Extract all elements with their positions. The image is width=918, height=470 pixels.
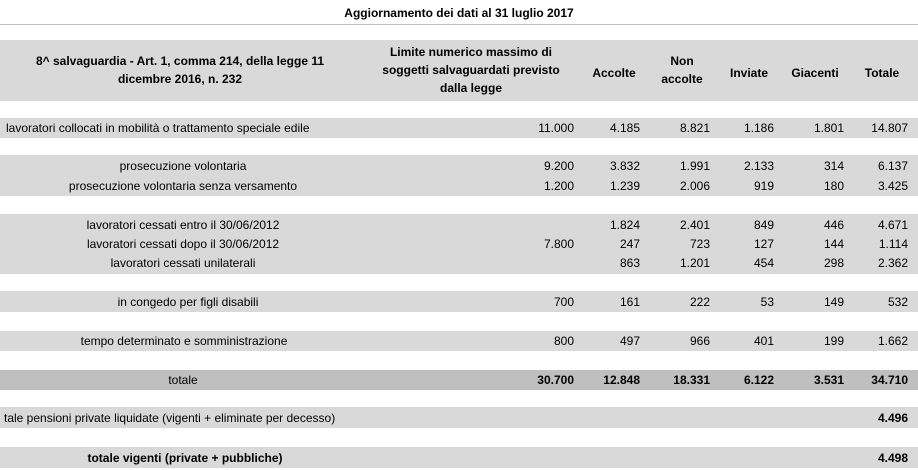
cell-inviate: 53 — [760, 295, 774, 309]
cell-giacenti: 199 — [823, 334, 844, 348]
cell-limite: 1.200 — [543, 179, 574, 193]
header-col-category: 8^ salvaguardia - Art. 1, comma 214, della legge 11 dicembre 2016, n. 232 — [35, 54, 325, 86]
cell-inviate: 2.133 — [743, 159, 774, 173]
row-label: in congedo per figli disabili — [117, 295, 259, 309]
cell-accolte: 497 — [619, 334, 640, 348]
header-col-inviate: Inviate — [729, 66, 768, 80]
cell-giacenti: 180 — [823, 179, 844, 193]
cell-totale: 532 — [887, 295, 908, 309]
cell-totale: 1.662 — [877, 334, 908, 348]
header-col-limite: Limite numerico massimo di soggetti salvaguardati previsto dalla legge — [382, 45, 560, 95]
cell-non-accolte: 222 — [689, 295, 710, 309]
page-title: Aggiornamento dei dati al 31 luglio 2017 — [344, 6, 574, 20]
cell-inviate: 1.186 — [743, 121, 774, 135]
cell-giacenti: 298 — [823, 256, 844, 270]
row-label: totale — [168, 373, 198, 387]
cell-limite: 700 — [553, 295, 574, 309]
cell-inviate: 401 — [753, 334, 774, 348]
cell-non-accolte: 18.331 — [673, 373, 710, 387]
cell-inviate: 849 — [753, 218, 774, 232]
cell-limite: 7.800 — [543, 237, 574, 251]
cell-non-accolte: 966 — [689, 334, 710, 348]
cell-totale: 3.425 — [877, 179, 908, 193]
cell-non-accolte: 1.201 — [679, 256, 710, 270]
cell-giacenti: 3.531 — [813, 373, 844, 387]
cell-giacenti: 149 — [823, 295, 844, 309]
row-label: lavoratori cessati entro il 30/06/2012 — [86, 218, 280, 232]
cell-non-accolte: 2.401 — [679, 218, 710, 232]
header-col-totale: Totale — [864, 66, 900, 80]
row-label: totale vigenti (private + pubbliche) — [87, 451, 283, 465]
row-label: tempo determinato e somministrazione — [80, 334, 288, 348]
row-label: lavoratori cessati dopo il 30/06/2012 — [86, 237, 280, 251]
row-label: tale pensioni private liquidate (vigenti + eliminate per decesso) — [4, 411, 336, 425]
cell-non-accolte: 1.991 — [679, 159, 710, 173]
header-col-non-accolte: Non accolte — [661, 54, 703, 86]
row-label: lavoratori cessati unilaterali — [110, 256, 256, 270]
cell-value: 4.496 — [877, 411, 908, 425]
header-col-giacenti: Giacenti — [791, 66, 839, 80]
cell-accolte: 1.239 — [609, 179, 640, 193]
row-label: prosecuzione volontaria — [119, 159, 247, 173]
cell-non-accolte: 8.821 — [679, 121, 710, 135]
header-col-accolte: Accolte — [592, 66, 636, 80]
row-label: lavoratori collocati in mobilità o trattamento speciale edile — [6, 121, 310, 135]
cell-accolte: 4.185 — [609, 121, 640, 135]
cell-giacenti: 314 — [823, 159, 844, 173]
cell-non-accolte: 2.006 — [679, 179, 710, 193]
cell-non-accolte: 723 — [689, 237, 710, 251]
cell-giacenti: 144 — [823, 237, 844, 251]
cell-limite: 800 — [553, 334, 574, 348]
cell-value: 4.498 — [877, 451, 908, 465]
cell-totale: 2.362 — [877, 256, 908, 270]
cell-giacenti: 1.801 — [813, 121, 844, 135]
cell-inviate: 6.122 — [743, 373, 774, 387]
cell-inviate: 127 — [753, 237, 774, 251]
cell-totale: 4.671 — [877, 218, 908, 232]
cell-accolte: 247 — [619, 237, 640, 251]
cell-totale: 34.710 — [871, 373, 908, 387]
cell-accolte: 12.848 — [603, 373, 640, 387]
cell-giacenti: 446 — [823, 218, 844, 232]
cell-inviate: 919 — [753, 179, 774, 193]
cell-limite: 30.700 — [537, 373, 574, 387]
cell-inviate: 454 — [753, 256, 774, 270]
cell-totale: 14.807 — [871, 121, 908, 135]
cell-totale: 6.137 — [877, 159, 908, 173]
row-label: prosecuzione volontaria senza versamento — [68, 179, 298, 193]
cell-totale: 1.114 — [878, 237, 908, 251]
cell-accolte: 3.832 — [609, 159, 640, 173]
cell-accolte: 161 — [619, 295, 640, 309]
cell-limite: 11.000 — [538, 121, 574, 135]
cell-limite: 9.200 — [543, 159, 574, 173]
cell-accolte: 863 — [619, 256, 640, 270]
title-divider — [0, 24, 918, 25]
cell-accolte: 1.824 — [609, 218, 640, 232]
